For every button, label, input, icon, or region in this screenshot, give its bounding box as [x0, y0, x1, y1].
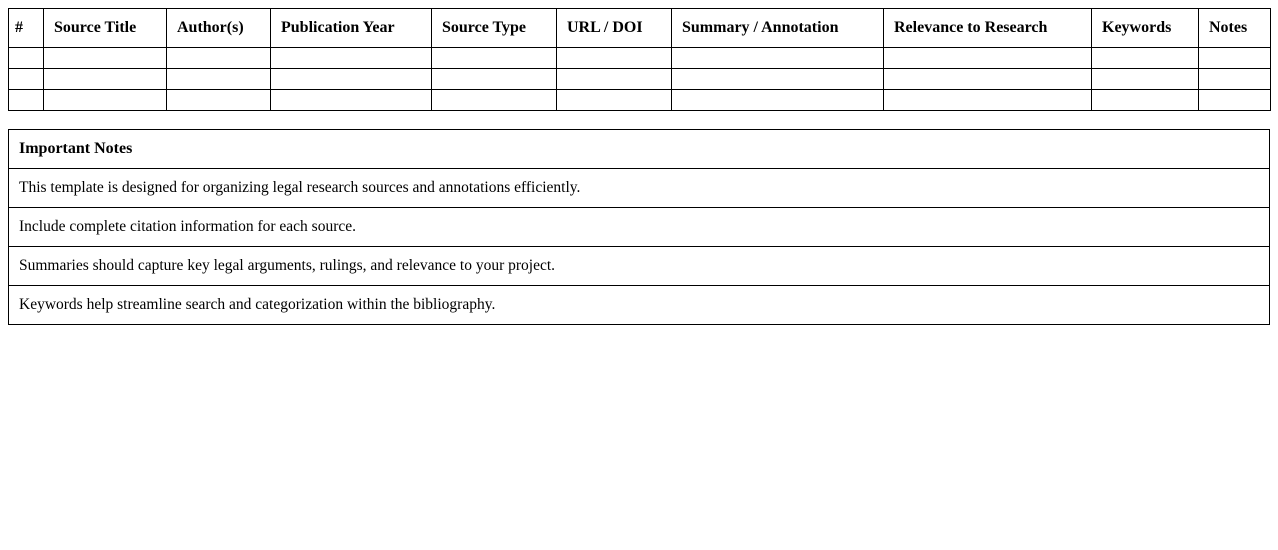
note-item: Summaries should capture key legal arguments, rulings, and relevance to your project. [9, 247, 1270, 286]
table-cell-source-type[interactable] [432, 69, 557, 90]
note-item: Keywords help streamline search and categorization within the bibliography. [9, 286, 1270, 325]
column-header-keywords: Keywords [1092, 9, 1199, 48]
note-row [9, 286, 1270, 325]
table-cell-publication-year[interactable] [271, 90, 432, 111]
table-cell-authors[interactable] [167, 48, 271, 69]
table-cell-keywords[interactable] [1092, 90, 1199, 111]
table-cell-keywords[interactable] [1092, 69, 1199, 90]
column-header-source-title: Source Title [44, 9, 167, 48]
table-cell-source-title[interactable] [44, 69, 167, 90]
table-row [9, 69, 1271, 90]
table-cell-summary-annotation[interactable] [672, 48, 884, 69]
column-header-notes: Notes [1199, 9, 1271, 48]
note-row [9, 247, 1270, 286]
table-cell-relevance[interactable] [884, 90, 1092, 111]
column-header-number: # [9, 9, 44, 48]
note-row [9, 208, 1270, 247]
table-cell-number[interactable] [9, 69, 44, 90]
table-cell-source-title[interactable] [44, 90, 167, 111]
table-cell-source-type[interactable] [432, 90, 557, 111]
table-cell-relevance[interactable] [884, 48, 1092, 69]
column-header-authors: Author(s) [167, 9, 271, 48]
column-header-publication-year: Publication Year [271, 9, 432, 48]
table-cell-authors[interactable] [167, 90, 271, 111]
column-header-summary-annotation: Summary / Annotation [672, 9, 884, 48]
important-notes-table [8, 129, 1270, 325]
table-cell-relevance[interactable] [884, 69, 1092, 90]
table-cell-publication-year[interactable] [271, 69, 432, 90]
table-cell-keywords[interactable] [1092, 48, 1199, 69]
column-header-url-doi: URL / DOI [557, 9, 672, 48]
bibliography-table [8, 8, 1271, 111]
notes-heading-row [9, 130, 1270, 169]
important-notes-heading: Important Notes [9, 130, 1270, 169]
table-cell-notes[interactable] [1199, 69, 1271, 90]
note-item: Include complete citation information for each source. [9, 208, 1270, 247]
table-header-row [9, 9, 1271, 48]
table-cell-notes[interactable] [1199, 90, 1271, 111]
table-cell-summary-annotation[interactable] [672, 90, 884, 111]
table-cell-source-title[interactable] [44, 48, 167, 69]
table-cell-url-doi[interactable] [557, 90, 672, 111]
column-header-source-type: Source Type [432, 9, 557, 48]
note-row [9, 169, 1270, 208]
table-cell-notes[interactable] [1199, 48, 1271, 69]
table-row [9, 48, 1271, 69]
table-cell-summary-annotation[interactable] [672, 69, 884, 90]
table-cell-number[interactable] [9, 48, 44, 69]
table-cell-authors[interactable] [167, 69, 271, 90]
table-row [9, 90, 1271, 111]
table-cell-publication-year[interactable] [271, 48, 432, 69]
table-cell-number[interactable] [9, 90, 44, 111]
note-item: This template is designed for organizing legal research sources and annotations efficiently. [9, 169, 1270, 208]
table-cell-url-doi[interactable] [557, 48, 672, 69]
table-cell-source-type[interactable] [432, 48, 557, 69]
column-header-relevance: Relevance to Research [884, 9, 1092, 48]
table-cell-url-doi[interactable] [557, 69, 672, 90]
